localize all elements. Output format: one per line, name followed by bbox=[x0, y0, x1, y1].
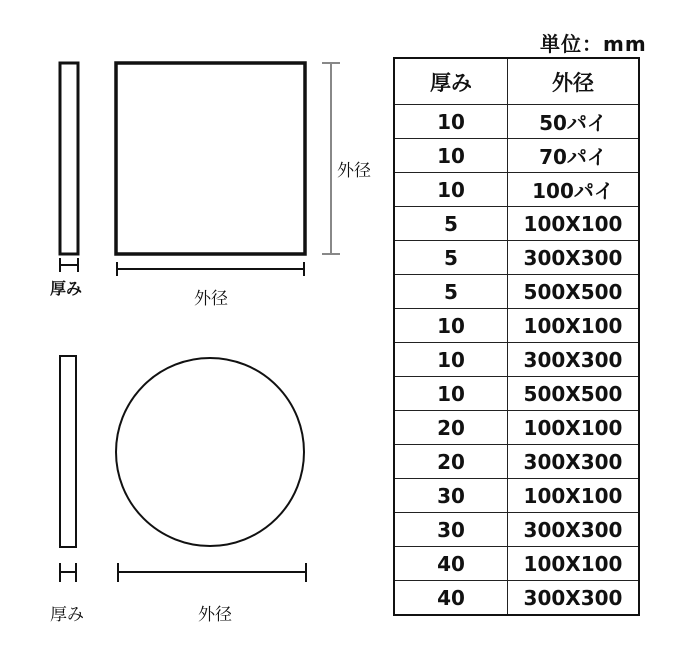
thickness-cell: 20 bbox=[394, 445, 508, 479]
thickness-cell: 10 bbox=[394, 377, 508, 411]
table-row bbox=[394, 445, 639, 479]
table-row bbox=[394, 105, 639, 139]
table-row bbox=[394, 275, 639, 309]
square-horizontal-outer-label: 外径 bbox=[194, 289, 228, 309]
thickness-cell: 30 bbox=[394, 513, 508, 547]
circle-thickness-dimension bbox=[60, 563, 76, 582]
circle-horizontal-dimension bbox=[118, 563, 306, 582]
spec-table bbox=[393, 57, 640, 616]
outer-size-cell: 100パイ bbox=[508, 173, 640, 207]
table-row bbox=[394, 377, 639, 411]
outer-size-cell: 300X300 bbox=[508, 241, 640, 275]
outer-size-cell: 100X100 bbox=[508, 309, 640, 343]
outer-size-cell: 100X100 bbox=[508, 479, 640, 513]
table-row bbox=[394, 207, 639, 241]
thickness-cell: 5 bbox=[394, 241, 508, 275]
table-row bbox=[394, 411, 639, 445]
table-row bbox=[394, 241, 639, 275]
circle-thickness-label: 厚み bbox=[50, 605, 84, 625]
table-row bbox=[394, 479, 639, 513]
thickness-cell: 40 bbox=[394, 547, 508, 581]
outer-size-cell: 500X500 bbox=[508, 377, 640, 411]
outer-size-cell: 300X300 bbox=[508, 513, 640, 547]
outer-size-cell: 300X300 bbox=[508, 343, 640, 377]
square-side-view bbox=[60, 63, 78, 254]
outer-size-cell: 50パイ bbox=[508, 105, 640, 139]
table-row bbox=[394, 343, 639, 377]
circle-front-view bbox=[116, 358, 304, 546]
outer-size-cell: 500X500 bbox=[508, 275, 640, 309]
circle-horizontal-outer-label: 外径 bbox=[198, 605, 232, 625]
outer-size-cell: 100X100 bbox=[508, 411, 640, 445]
thickness-cell: 30 bbox=[394, 479, 508, 513]
table-row bbox=[394, 581, 639, 616]
thickness-cell: 40 bbox=[394, 581, 508, 616]
thickness-cell: 10 bbox=[394, 309, 508, 343]
table-row bbox=[394, 513, 639, 547]
unit-label: 単位：mm bbox=[540, 32, 647, 56]
square-thickness-label: 厚み bbox=[50, 279, 83, 298]
square-vertical-outer-label: 外径 bbox=[337, 161, 371, 181]
outer-size-cell: 300X300 bbox=[508, 581, 640, 616]
outer-size-cell: 100X100 bbox=[508, 207, 640, 241]
thickness-cell: 5 bbox=[394, 275, 508, 309]
thickness-cell: 10 bbox=[394, 105, 508, 139]
table-row bbox=[394, 173, 639, 207]
thickness-header: 厚み bbox=[394, 58, 508, 105]
circle-side-view bbox=[60, 356, 76, 547]
table-row bbox=[394, 139, 639, 173]
table-header-row bbox=[394, 58, 639, 105]
thickness-cell: 10 bbox=[394, 343, 508, 377]
thickness-cell: 10 bbox=[394, 139, 508, 173]
outer-size-header: 外径 bbox=[508, 58, 640, 105]
outer-size-cell: 70パイ bbox=[508, 139, 640, 173]
square-front-view bbox=[116, 63, 305, 254]
outer-size-cell: 100X100 bbox=[508, 547, 640, 581]
table-body bbox=[394, 105, 639, 616]
thickness-cell: 10 bbox=[394, 173, 508, 207]
square-horizontal-dimension bbox=[117, 262, 304, 276]
square-thickness-dimension bbox=[60, 258, 78, 272]
table-row bbox=[394, 309, 639, 343]
outer-size-cell: 300X300 bbox=[508, 445, 640, 479]
thickness-cell: 20 bbox=[394, 411, 508, 445]
table-row bbox=[394, 547, 639, 581]
thickness-cell: 5 bbox=[394, 207, 508, 241]
